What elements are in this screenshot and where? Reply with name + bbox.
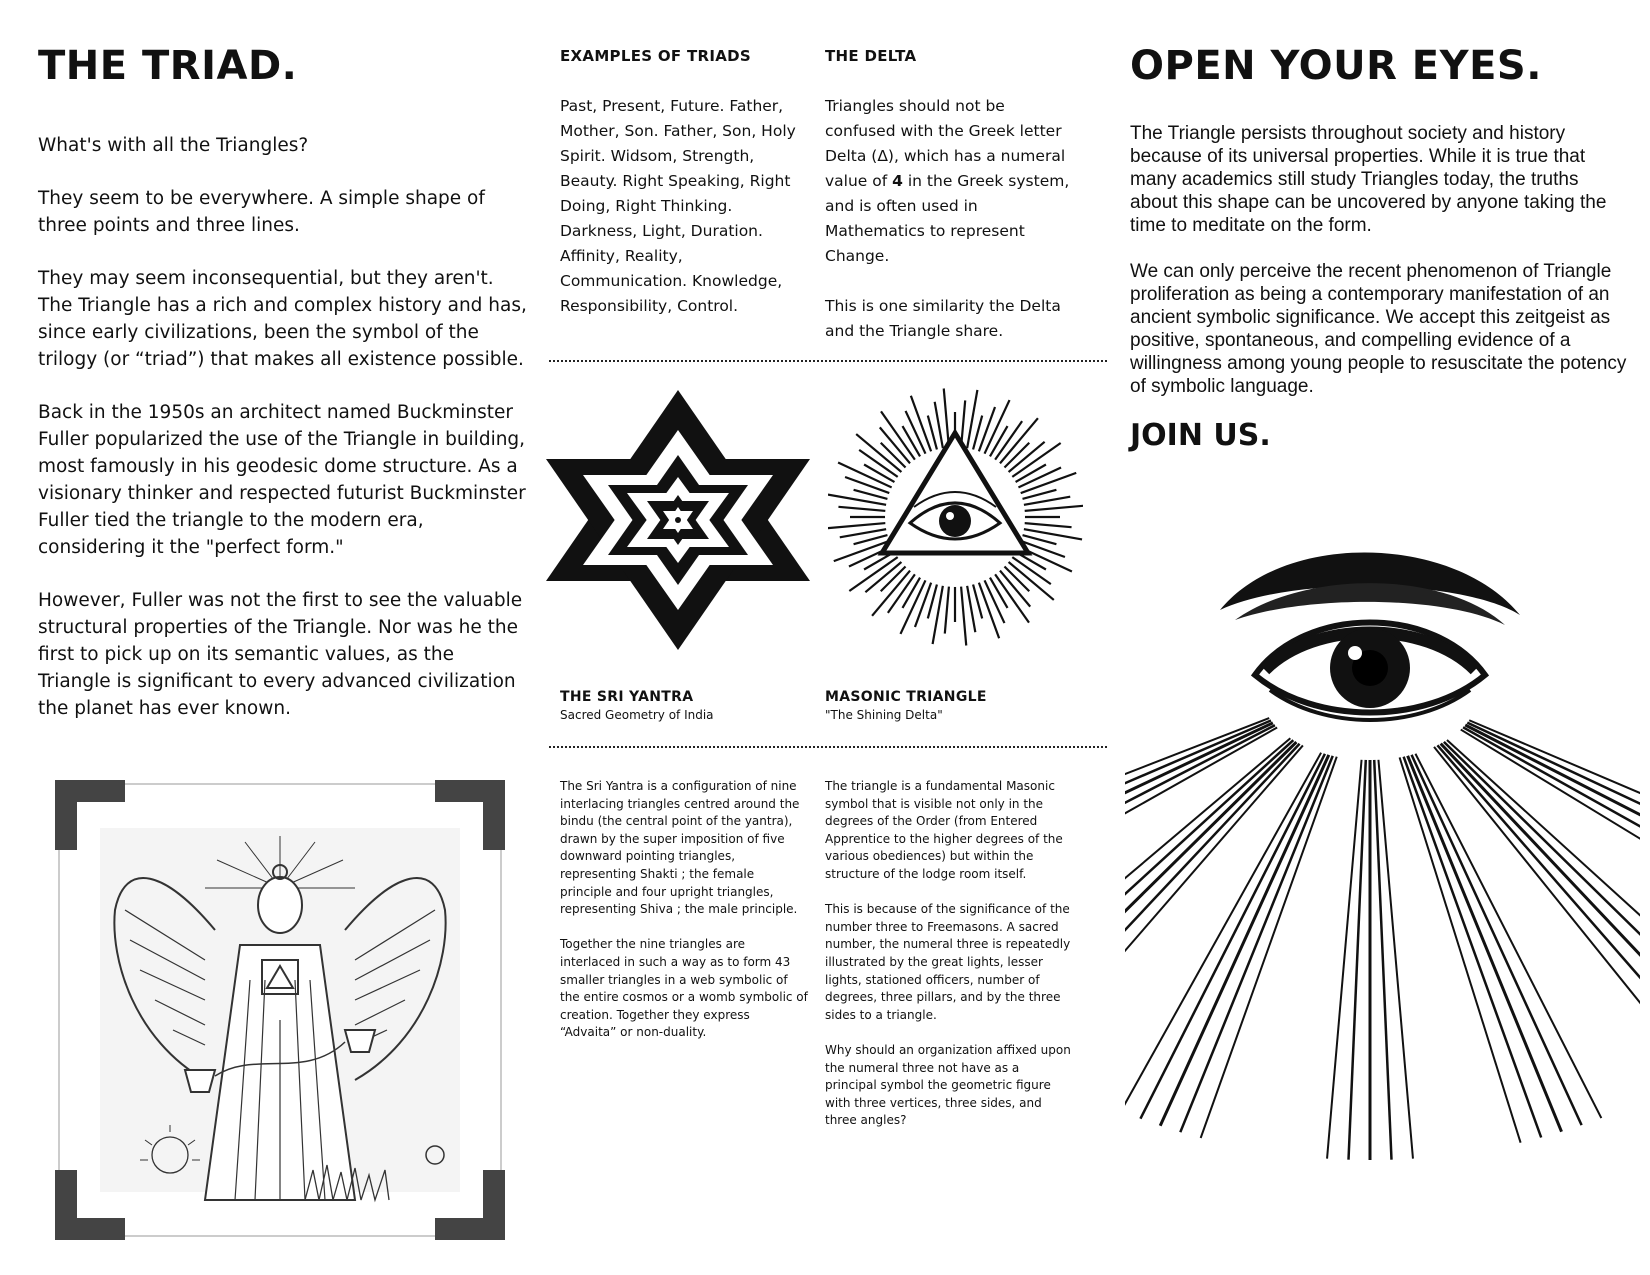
delta-text-before: Triangles should not be confused with the Greek letter Delta (Δ), which has a numeral value of	[825, 97, 1066, 190]
masonic-paragraph: This is because of the significance of the number three to Freemasons. A sacred number, the numeral three is repeatedly illustrated by the great lights, lesser lights, stationed officers, number of degrees, three pillars, and by the three sides to a triangle.	[825, 902, 1071, 1022]
sri-yantra-description	[560, 778, 808, 1060]
eye-ray	[1412, 755, 1582, 1125]
eye-ray	[1434, 747, 1640, 1072]
right-panel	[1130, 0, 1630, 451]
delta-heading: THE DELTA	[825, 47, 917, 65]
radiant-eye-illustration	[1125, 540, 1640, 1190]
eyes-title: OPEN YOUR EYES.	[1130, 43, 1542, 89]
delta-text	[825, 94, 1070, 269]
triad-paragraph: However, Fuller was not the first to see the valuable structural properties of the Triangle. Nor was he the first to pick up on its semantic values, as the Triangle is significant to every advanced civilization the planet has ever known.	[38, 590, 523, 719]
eyes-paragraph: The Triangle persists throughout society and history because of its universal properties. While it is true that many academics still study Triangles today, the truths about this shape can be uncovered by anyone taking the time to meditate on the form.	[1130, 123, 1607, 236]
masonic-title: MASONIC TRIANGLE	[825, 689, 987, 705]
triad-paragraph: They may seem inconsequential, but they aren't. The Triangle has a rich and complex history and has, since early civilizations, been the symbol of the trilogy (or “triad”) that makes all existence possible.	[38, 268, 527, 370]
eye-ray	[1415, 754, 1601, 1118]
sri-yantra-paragraph: Together the nine triangles are interlaced in such a way as to form 43 smaller triangles in a web symbolic of the entire cosmos or a womb symbolic of creation. Together they express “Advaita” or non-duality.	[560, 937, 808, 1040]
sri-yantra-subtitle: Sacred Geometry of India	[560, 708, 714, 722]
examples-text: Past, Present, Future. Father, Mother, Son. Father, Son, Holy Spirit. Widsom, Strength, Beauty. Right Speaking, Right Doing, Right Thinking. Darkness, Light, Duration. Affinity, Reality, Communication. Knowledge, Responsibility, Control.	[560, 97, 796, 315]
dotted-divider	[549, 746, 1107, 748]
sri-yantra-paragraph: The Sri Yantra is a configuration of nine interlacing triangles centred around the bindu (the central point of the yantra), drawn by the super imposition of five downward pointing triangles, representing Shakti ; the female principle and four upright triangles, representing Shiva ; the male principle.	[560, 779, 800, 917]
triad-paragraph: What's with all the Triangles?	[38, 135, 309, 156]
eye-ray	[1125, 753, 1321, 1111]
triad-title: THE TRIAD.	[38, 43, 298, 89]
delta-text-after: in the Greek system, and is often used in Mathematics to represent Change.	[825, 172, 1070, 265]
eye-ray	[1404, 757, 1542, 1138]
masonic-description	[825, 778, 1073, 1147]
masonic-paragraph: The triangle is a fundamental Masonic symbol that is visible not only in the degrees of the Order (from Entered Apprentice to the higher degrees of the various obediences) but within the structure of the lodge room itself.	[825, 779, 1063, 881]
join-us-heading: JOIN US.	[1130, 418, 1271, 453]
delta-text-2: This is one similarity the Delta and the Triangle share.	[825, 297, 1061, 340]
triad-paragraph: They seem to be everywhere. A simple shape of three points and three lines.	[38, 188, 485, 236]
triad-body	[38, 132, 528, 722]
eye-ray	[1125, 742, 1296, 1039]
eye-ray	[1160, 755, 1329, 1126]
masonic-paragraph: Why should an organization affixed upon the numeral three not have as a principal symbol the geometric figure with three vertices, three sides, and three angles?	[825, 1042, 1071, 1128]
eyes-body	[1130, 122, 1630, 398]
eye-ray	[1140, 754, 1324, 1119]
sri-yantra-title: THE SRI YANTRA	[560, 689, 694, 705]
eye-ray	[1408, 756, 1562, 1132]
dotted-divider	[549, 360, 1107, 362]
eye-ray	[1125, 745, 1303, 1062]
all-seeing-eye-triangle-icon	[828, 385, 1083, 655]
eye-ray	[1467, 723, 1640, 910]
eye-ray	[1201, 757, 1337, 1138]
sri-yantra-icon	[543, 385, 813, 655]
masonic-subtitle: "The Shining Delta"	[825, 708, 943, 722]
angel-illustration	[55, 780, 505, 1240]
delta-number: 4	[892, 172, 903, 190]
eyes-paragraph: We can only perceive the recent phenomenon of Triangle proliferation as being a contemporary manifestation of an ancient symbolic significance. We accept this zeitgeist as positive, spontaneous, and compelling evidence of a willingness among young people to resuscitate the potency of symbolic language.	[1130, 261, 1627, 397]
left-panel	[38, 0, 528, 748]
examples-heading: EXAMPLES OF TRIADS	[560, 47, 752, 65]
triad-paragraph: Back in the 1950s an architect named Buckminster Fuller popularized the use of the Triangle in building, most famously in his geodesic dome structure. As a visionary thinker and respected futurist Buckminster Fuller tied the triangle to the modern era, considering it the "perfect form."	[38, 402, 526, 558]
